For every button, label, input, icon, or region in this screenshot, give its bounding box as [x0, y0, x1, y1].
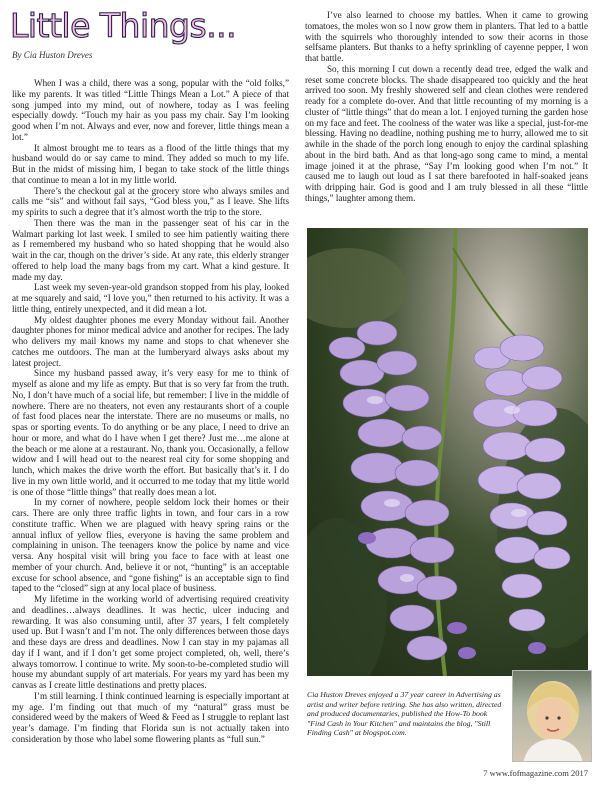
left-column	[12, 78, 289, 745]
paragraph: Last week my seven-year-old grandson stopped from his play, looked at me squarely and said, “I love you,” then returned to his activity. It was a little thing, entirely unexpected, and it did mean a lot.	[12, 282, 289, 314]
wisteria-illustration	[307, 228, 588, 676]
paragraph: It almost brought me to tears as a flood of the little things that my husband would do or say came to mind. They added so much to my life. But in the midst of missing him, I began to take stock of the little things that continue to mean a lot in my little world.	[12, 142, 289, 185]
paragraph: When I was a child, there was a song, popular with the “old folks,” like my parents. It was titled “Little Things Mean a Lot.” A piece of that song jumped into my mind, out of nowhere, today as I was feeling especially dowdy. “Touch my hair as you pass my chair. Say I’m looking good when I’m not. Always and ever, now and forever, little things mean a lot.”	[12, 78, 289, 142]
paragraph: In my corner of nowhere, people seldom lock their homes or their cars. There are only three traffic lights in town, and four cars in a row constitute traffic. When we are plagued with heavy spring rains or the annual influx of yellow flies, everyone is having the same problem and complaining in unison. The teenagers know the police by name and vice versa. Any hospital visit will bring you face to face with at least one member of your church. And, believe it or not, “hunting” is an acceptable excuse for school absence, and “gone fishing” is an acceptable sign to find taped to the “closed” sign at any local place of business.	[12, 497, 289, 594]
paragraph: Then there was the man in the passenger seat of his car in the Walmart parking lot last week. I smiled to see him patiently waiting there as I remembered my husband who so hated shopping that he would also wait in the car, though on the driver’s side. At any rate, this elderly stranger offered to help load the many bags from my cart. What a kind gesture. It made my day.	[12, 217, 289, 282]
article-title: Little Things...	[10, 6, 237, 45]
paragraph: My lifetime in the working world of advertising required creativity and deadlines…always deadlines. It was hectic, ulcer inducing and rewarding. It was also consuming until, after 37 years, I felt completely used up. But I wasn’t and I’m not. The only differences between those days and these days are dress and deadlines. Now I can stay in my pajamas all day if I want, and if I don’t get some project completed, oh, well, there’s always tomorrow. I continue to write. My soon-to-be-completed studio will house my abundant supply of art materials. For years my yard has been my canvas as I create little destinations and pretty places.	[12, 594, 289, 690]
byline: By Cia Huston Dreves	[12, 50, 93, 60]
paragraph: Since my husband passed away, it’s very easy for me to think of myself as alone and my life as empty. But that is so very far from the truth. No, I don’t have much of a social life, but remember: I live in the middle of nowhere. There are no theaters, not even any restaurants short of a couple of fast food places near the interstate. There are no museums or malls, no spas or sporting events. To do anything or be any place, I need to drive an hour or more, and what do I have when I get there? Just me…me alone at the beach or me alone at a restaurant. No, thank you. Occasionally, a fellow widow and I will head out to the nearest real city for some shopping and lunch, which makes the drive worth the effort. But basically that’s it. I do live in my own little world, and it occurred to me today that my little world is one of those “little things” that really does mean a lot.	[12, 368, 289, 497]
author-bio: Cia Huston Dreves enjoyed a 37 year career in Advertising as artist and writer before retiring. She has also written, directed and produced documentaries, published the How-To book "Find Cash in Your Kitchen" and maintains the blog, "Still Finding Cash" at blogspot.com.	[307, 690, 502, 738]
author-photo	[512, 670, 592, 762]
wisteria-photo	[307, 228, 588, 676]
author-portrait	[513, 671, 592, 762]
page-footer: 7 www.fofmagazine.com 2017	[483, 768, 588, 778]
paragraph: I’ve also learned to choose my battles. When it came to growing tomatoes, the moles won so I now grow them in planters. That led to a battle with the squirrels who thoroughly intended to sow their acorns in those selfsame planters. But thanks to a hefty sprinkling of cayenne pepper, I won that battle.	[305, 10, 588, 63]
paragraph: My oldest daughter phones me every Monday without fail. Another daughter phones for minor medical advice and another for recipes. The lady who delivers my mail knows my name and stops to chat whenever she catches me outdoors. The man at the lumberyard always asks about my latest project.	[12, 314, 289, 368]
right-column	[305, 10, 588, 204]
paragraph: I’m still learning. I think continued learning is especially important at my age. I’m finding out that much of my “natural” grass must be considered weed by the makers of Weed & Feed as I struggle to replant last year’s damage. I’m finding that Florida sun is not actually taken into consideration by those who label some flowering plants as “full sun.”	[12, 690, 289, 744]
paragraph: There’s the checkout gal at the grocery store who always smiles and calls me “sis” and without fail says, “God bless you,” as I leave. She lifts my spirits to such a degree that it’s almost worth the trip to the store.	[12, 185, 289, 217]
paragraph: So, this morning I cut down a recently dead tree, edged the walk and reset some concrete blocks. The shade disappeared too quickly and the heat arrived too soon. My freshly showered self and clean clothes were rendered ready for a complete do-over. And that little recounting of my morning is a cluster of “little things” that do mean a lot. I enjoyed turning the garden hose on my face and feet. The coolness of the water was like a special, just-for-me blessing. Having no deadline, nothing pushing me to hurry, allowed me to sit awhile in the shade of the porch long enough to enjoy the cardinal splashing about in the bird bath. And as that long-ago song came to mind, a mental image joined it at the phrase, “Say I’m looking good when I’m not.” It caused me to laugh out loud as I sat there barefooted in half-soaked jeans with dripping hair. God is good and I am truly blessed in all these “little things,” laughter among them.	[305, 63, 588, 203]
